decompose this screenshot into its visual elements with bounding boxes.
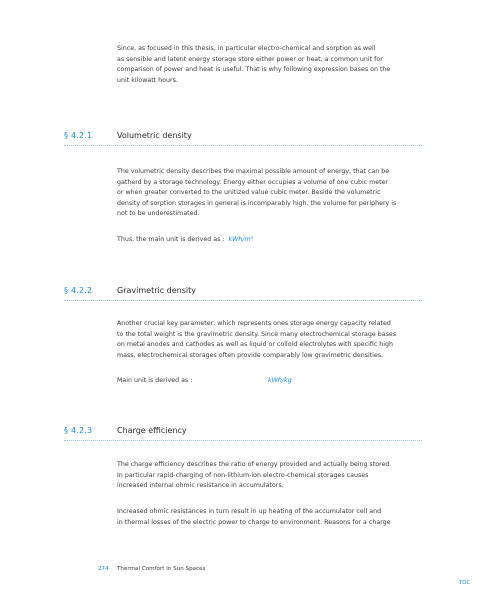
section-divider xyxy=(64,145,422,146)
toc-link[interactable]: TOC xyxy=(459,580,471,586)
book-title: Thermal Comfort in Sun Spaces xyxy=(117,566,206,572)
formula-label: Main unit is derived as : xyxy=(117,377,193,384)
formula-unit: kWh/m³ xyxy=(228,236,254,243)
text-line: The volumetric density describes the maximal possible amount of energy, that can be xyxy=(117,168,390,175)
section-paragraph xyxy=(117,507,422,528)
section-number: § 4.2.3 xyxy=(64,426,93,435)
formula-label: Thus, the main unit is derived as : xyxy=(117,236,225,243)
text-line: mass, electrochemical storages often provide comparably low gravimetric densities. xyxy=(117,351,384,359)
text-line: to the total weight is the gravimetric density. Since many electrochemical storage bases xyxy=(117,330,397,338)
section-paragraph xyxy=(117,460,422,492)
text-line: in thermal losses of the electric power to charge to environment. Reasons for a charge xyxy=(117,518,391,526)
text-line: on metal anodes and cathodes as well as liquid or colloid electrolytes with specific high xyxy=(117,341,394,349)
section-title: Volumetric density xyxy=(117,131,192,140)
text-line: increased internal ohmic resistance in accumulators. xyxy=(117,482,284,490)
text-line: or when greater converted to the unitized value cubic meter. Beside the volumetric xyxy=(117,189,381,197)
text-line: Since, as focused in this thesis, in particular electro-chemical and sorption as well xyxy=(117,45,376,52)
section-title: Charge efficiency xyxy=(117,426,187,435)
text-line: gatherd by a storage technology. Energy either occupies a volume of one cubic meter xyxy=(117,178,389,186)
text-line: comparison of power and heat is useful. That is why following expression bases on the xyxy=(117,66,391,74)
formula-unit: kWh/kg xyxy=(268,377,292,384)
text-line: not to be underestimated. xyxy=(117,210,200,218)
page-number: 274 xyxy=(98,566,109,572)
section-paragraph xyxy=(117,319,422,361)
formula-row xyxy=(117,377,292,384)
text-line: density of sorption storages in general is incomparably high, the volume for periphery is xyxy=(117,199,397,207)
section-title: Gravimetric density xyxy=(117,286,196,295)
text-line: The charge efficiency describes the ratio of energy provided and actually being stored. xyxy=(117,461,392,468)
section-number: § 4.2.2 xyxy=(64,286,93,295)
text-line: Another crucial key parameter, which represents ones storage energy capacity related xyxy=(117,320,391,327)
section-divider xyxy=(64,300,422,301)
section-divider xyxy=(64,440,422,441)
section-number: § 4.2.1 xyxy=(64,131,93,140)
text-line: Increased ohmic resistances in turn result in up heating of the accumulator cell and xyxy=(117,508,382,515)
intro-paragraph xyxy=(117,44,422,86)
text-line: as sensible and latent energy storage store either power or heat, a common unit for xyxy=(117,55,383,63)
text-line: unit kilowatt hours. xyxy=(117,76,178,84)
section-paragraph xyxy=(117,167,422,220)
text-line: In particular rapid-charging of non-lithium-ion electro-chemical storages causes xyxy=(117,471,369,479)
formula-row xyxy=(117,236,253,243)
